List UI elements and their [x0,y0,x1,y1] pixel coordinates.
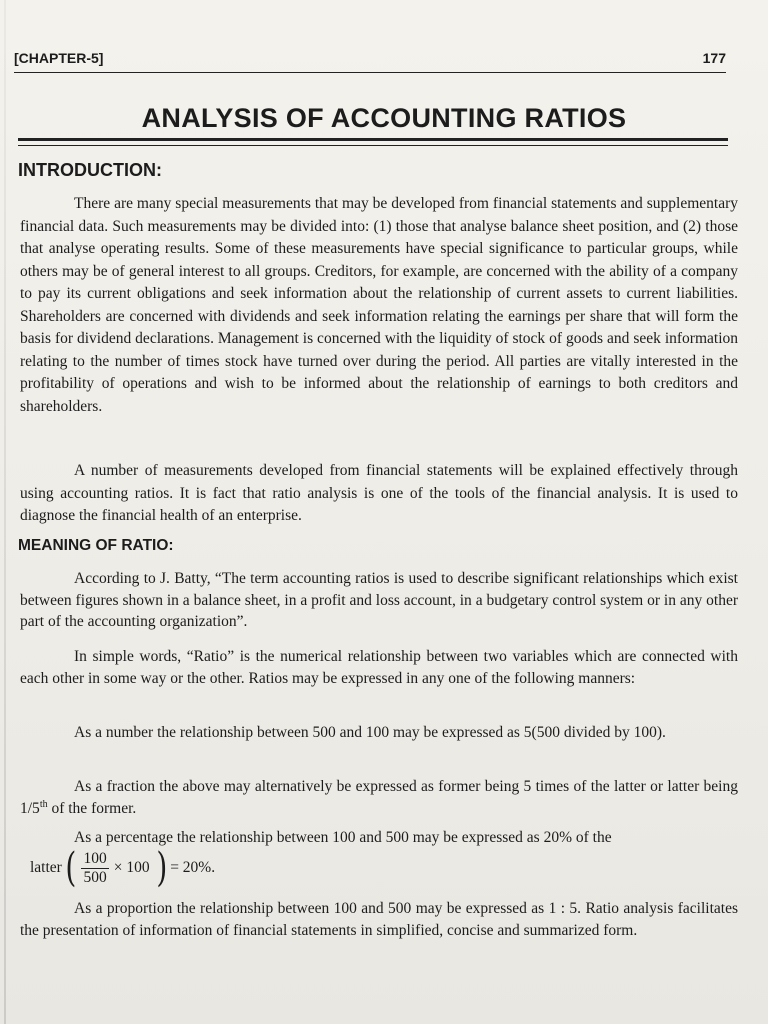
formula-result: = 20%. [170,859,216,876]
as-fraction-paragraph [20,776,738,820]
formula-lead: latter [30,859,62,876]
header-rule [14,72,726,73]
formula-multiplier: × 100 [113,859,150,876]
chapter-title: ANALYSIS OF ACCOUNTING RATIOS [141,103,627,133]
fraction-text-end: of the former. [47,800,137,817]
as-percentage-paragraph: As a percentage the relationship between 100 and 500 may be expressed as 20% of the [74,829,612,846]
fraction-superscript: th [39,798,48,810]
title-rule-thin [18,145,728,146]
right-paren: ) [155,845,167,891]
introduction-paragraph-2: A number of measurements developed from financial statements will be explained effectively through using accounting ratios. It is fact that ratio analysis is one of the tools of the financial analysis. It is used to diagnose the financial health of an enterprise. [20,462,738,524]
page-binding-edge [4,0,6,1024]
meaning-heading: MEANING OF RATIO: [18,537,174,554]
fraction-denominator: 500 [83,868,107,886]
page-number: 177 [702,50,726,66]
fraction-numerator: 100 [83,849,107,867]
chapter-label: [CHAPTER-5] [14,50,104,66]
left-paren: ( [65,845,77,891]
running-header [14,48,726,72]
fraction-text: As a fraction the above may alternatively be expressed as former being 5 times of the latter or latter being 1/5 [20,778,738,817]
percentage-formula [30,846,215,890]
as-number-paragraph: As a number the relationship between 500 and 100 may be expressed as 5(500 divided by 100). [74,724,666,741]
batty-definition-paragraph: According to J. Batty, “The term accounting ratios is used to describe significant relationships which exist between figures shown in a balance sheet, in a profit and loss account, in a budgetary control system or in any other part of the accounting organization”. [20,570,738,630]
formula-fraction [81,850,108,887]
simple-words-paragraph: In simple words, “Ratio” is the numerical relationship between two variables which are connected with each other in some way or the other. Ratios may be expressed in any one of the following manners: [20,648,738,687]
introduction-paragraph-1: There are many special measurements that may be developed from financial statements and supplementary financial data. Such measurements may be divided into: (1) those that analyse balance sheet position, and (2) those that analyse operating results. Some of these measurements have special significance to particular groups, while others may be of general interest to all groups. Creditors, for example, are concerned with the ability of a company to pay its current obligations and seek information about the relationship of current assets to current liabilities. Shareholders are concerned with dividends and seek information relating the earnings per share that will form the basis for dividend declarations. Management is concerned with the liquidity of stock of goods and seek information relating to the number of times stock have turned over during the period. All parties are vitally interested in the profitability of operations and wish to be informed about the relationship of earnings to both creditors and shareholders. [20,195,738,415]
introduction-heading: INTRODUCTION: [18,160,162,180]
as-proportion-paragraph: As a proportion the relationship between 100 and 500 may be expressed as 1 : 5. Ratio analysis facilitates the presentation of information of financial statements in simplified, concise and summarized form. [20,900,738,939]
title-rule-thick [18,138,728,141]
